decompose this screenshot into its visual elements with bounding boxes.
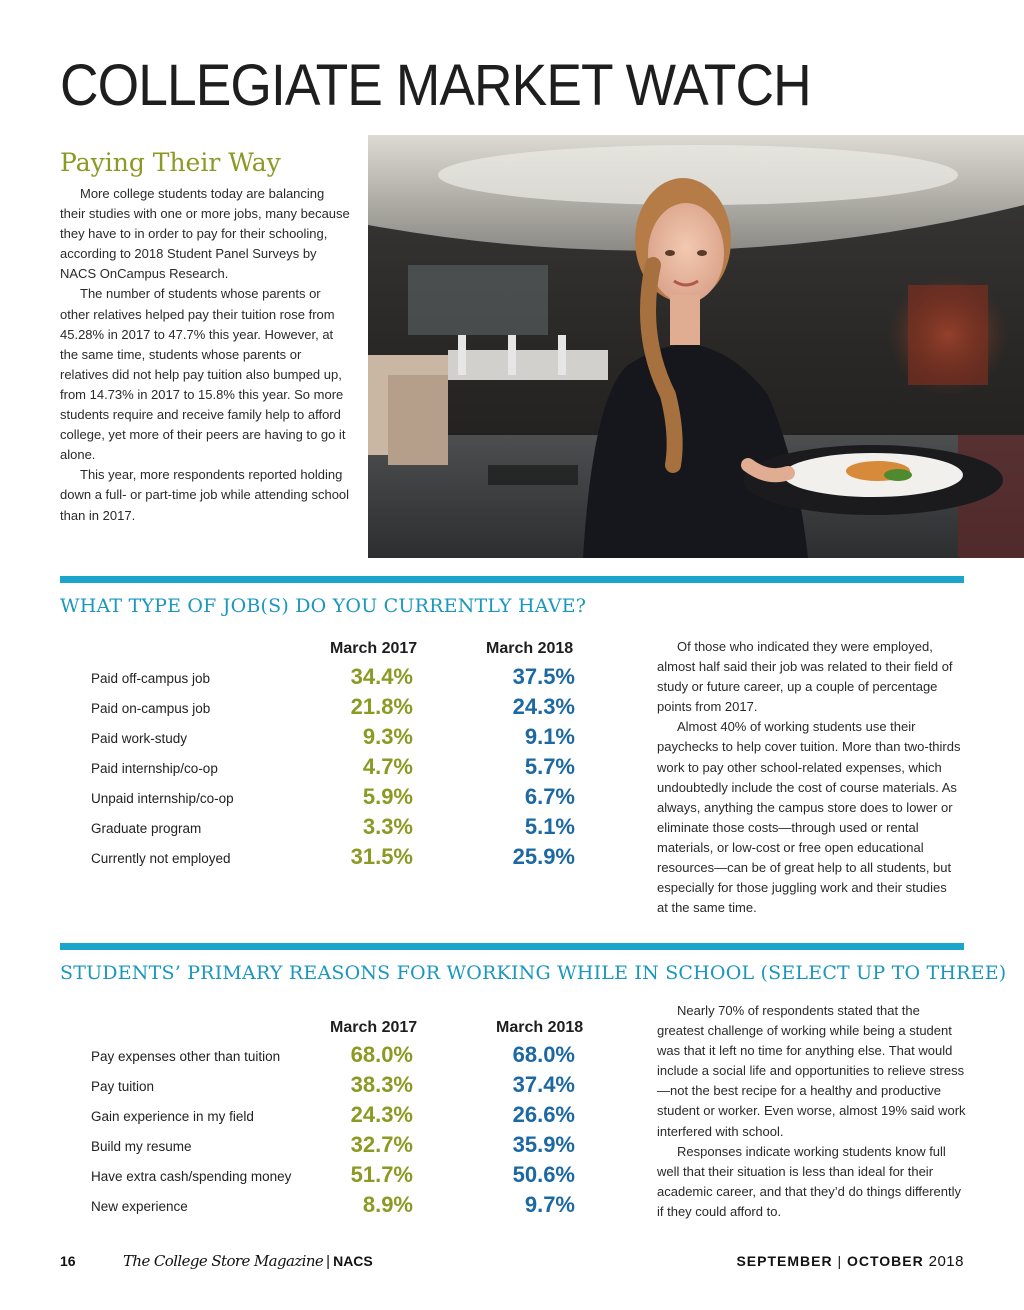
value-2017: 9.3% (362, 724, 413, 749)
jobs-col-2017: March 2017 (330, 640, 418, 657)
intro-paragraph: The number of students whose parents or other relatives helped pay their tuition rose from 45.28% in 2017 to 47.7% this year. However, at the same time, students whose parents or relatives did not help pay tuition also bumped up, from 14.73% in 2017 to 15.8% this year. So more students require and receive family help to afford college, yet more of their peers are having to go it alone. (60, 286, 346, 463)
waitress-photo (368, 135, 1024, 558)
section-divider (60, 576, 964, 583)
reasons-col-2017: March 2017 (330, 1019, 418, 1036)
value-2018: 37.4% (512, 1072, 575, 1097)
page-title: COLLEGIATE MARKET WATCH (60, 53, 811, 118)
footer-separator: | (326, 1253, 331, 1270)
value-2017: 38.3% (350, 1072, 413, 1097)
row-label: Graduate program (91, 821, 202, 836)
intro-text (60, 184, 352, 526)
jobs-side-text (657, 637, 961, 918)
row-label: Paid off-campus job (91, 671, 211, 686)
side-paragraph: Of those who indicated they were employed, almost half said their job was related to their field of study or future career, up a couple of percentage points from 2017. (657, 639, 953, 715)
value-2017: 21.8% (350, 694, 413, 719)
magazine-credit (123, 1252, 373, 1270)
row-label: New experience (91, 1199, 188, 1214)
side-paragraph: Almost 40% of working students use their paychecks to help cover tuition. More than two-thirds work to pay other school-related expenses, which undoubtedly include the cost of course materials. As always, anything the campus store does to lower or eliminate those costs—through used or rental materials, or low-cost or free open educational resources—can be of great help to all students, but especially for those juggling work and their studies at the same time. (657, 719, 961, 916)
value-2017: 5.9% (362, 784, 413, 809)
value-2017: 8.9% (362, 1192, 413, 1217)
row-label: Paid internship/co-op (91, 761, 218, 776)
value-2017: 51.7% (350, 1162, 413, 1187)
value-2018: 6.7% (524, 784, 575, 809)
intro-paragraph: More college students today are balancing their studies with one or more jobs, many because they have to in order to pay for their schooling, according to 2018 Student Panel Surveys by NACS OnCampus Research. (60, 186, 350, 282)
reasons-section-heading: STUDENTS’ PRIMARY REASONS FOR WORKING WHILE IN SCHOOL (SELECT UP TO THREE) (60, 962, 1007, 984)
value-2017: 32.7% (350, 1132, 413, 1157)
value-2018: 5.1% (524, 814, 575, 839)
row-label: Pay tuition (91, 1079, 155, 1094)
value-2018: 9.1% (524, 724, 575, 749)
article-subtitle: Paying Their Way (60, 148, 281, 177)
row-label: Paid on-campus job (91, 701, 211, 716)
magazine-name: The College Store Magazine (123, 1252, 324, 1270)
value-2017: 34.4% (350, 664, 413, 689)
value-2018: 68.0% (512, 1042, 575, 1067)
issue-month-1: SEPTEMBER (736, 1253, 833, 1269)
row-label: Currently not employed (91, 851, 231, 866)
section-divider (60, 943, 964, 950)
value-2017: 68.0% (350, 1042, 413, 1067)
value-2018: 50.6% (512, 1162, 575, 1187)
value-2017: 31.5% (350, 844, 413, 869)
row-label: Gain experience in my field (91, 1109, 254, 1124)
side-paragraph: Nearly 70% of respondents stated that the greatest challenge of working while being a student was that it left no time for anything else. That would include a social life and opportunities to relieve stress—not the best recipe for a healthy and productive student or worker. Even worse, almost 19% said work interfered with school. (657, 1003, 966, 1139)
page-number: 16 (60, 1253, 76, 1269)
row-label: Unpaid internship/co-op (91, 791, 234, 806)
issue-month-2: OCTOBER (846, 1253, 924, 1269)
value-2018: 37.5% (512, 664, 575, 689)
value-2018: 9.7% (524, 1192, 575, 1217)
value-2018: 26.6% (512, 1102, 575, 1127)
jobs-col-2018: March 2018 (486, 640, 574, 657)
reasons-side-text (657, 1001, 969, 1222)
row-label: Pay expenses other than tuition (91, 1049, 281, 1064)
issue-date (736, 1253, 964, 1270)
issue-year: 2018 (928, 1253, 964, 1270)
intro-paragraph: This year, more respondents reported holding down a full- or part-time job while attending school than in 2017. (60, 467, 350, 523)
value-2017: 3.3% (362, 814, 413, 839)
value-2017: 24.3% (350, 1102, 413, 1127)
org-name: NACS (333, 1253, 373, 1269)
side-paragraph: Responses indicate working students know full well that their situation is less than ideal for their academic career, and that they’d do things differently if they could afford to. (657, 1143, 962, 1219)
jobs-section-heading: WHAT TYPE OF JOB(S) DO YOU CURRENTLY HAVE? (60, 595, 587, 617)
value-2018: 5.7% (524, 754, 575, 779)
value-2017: 4.7% (362, 754, 413, 779)
row-label: Have extra cash/spending money (91, 1169, 292, 1184)
row-label: Paid work-study (91, 731, 188, 746)
reasons-col-2018: March 2018 (496, 1019, 584, 1036)
row-label: Build my resume (91, 1139, 192, 1154)
footer-separator: | (837, 1253, 843, 1269)
value-2018: 35.9% (512, 1132, 575, 1157)
value-2018: 25.9% (512, 844, 575, 869)
value-2018: 24.3% (512, 694, 575, 719)
